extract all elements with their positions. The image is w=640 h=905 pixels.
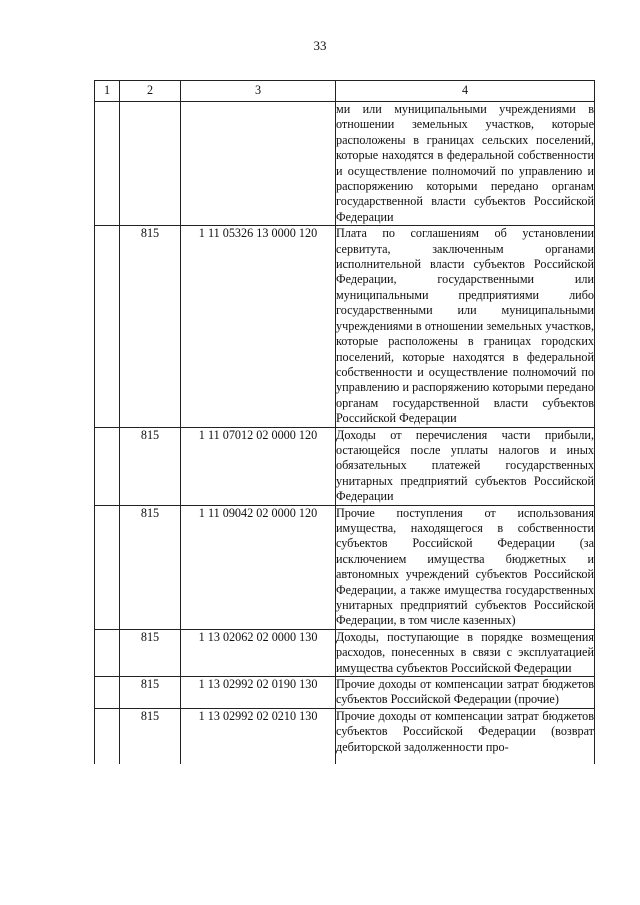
table-row [95, 102, 595, 226]
revenue-code-cell: 1 13 02992 02 0210 130 [181, 708, 336, 764]
table-header-row [95, 81, 595, 102]
description-cell: Прочие доходы от компенсации затрат бюджетов субъектов Российской Федерации (возврат дебиторской задолженности про- [336, 708, 595, 764]
admin-code-cell: 815 [120, 427, 181, 505]
row-number-cell [95, 505, 120, 629]
admin-code-cell [120, 102, 181, 226]
revenue-code-cell: 1 13 02062 02 0000 130 [181, 629, 336, 676]
description-cell: Прочие поступления от использования имущества, находящегося в собственности субъектов Российской Федерации (за исключением имущества бюджетных и автономных учреждений субъектов Российской Федерации, а также имущества государственных унитарных предприятий субъектов Российской Федерации, в том числе казенных) [336, 505, 594, 628]
revenue-code-cell: 1 13 02992 02 0190 130 [181, 677, 336, 709]
row-number-cell [95, 427, 120, 505]
description-cell: ми или муниципальными учреждениями в отношении земельных участков, которые расположены в границах сельских поселений, которые находятся в федеральной собственности и осуществление полномочий по управлению и распоряжению которыми передано органам государственной власти субъектов Российской Федерации [336, 102, 594, 224]
row-number-cell [95, 708, 120, 764]
revenue-code-cell [181, 102, 336, 226]
table-row [95, 708, 595, 764]
page-number: 33 [313, 38, 327, 53]
column-header: 3 [181, 81, 336, 102]
table-row [95, 226, 595, 427]
row-number-cell [95, 629, 120, 676]
admin-code-cell: 815 [120, 708, 181, 764]
revenue-codes-table [94, 80, 595, 764]
description-cell: Доходы от перечисления части прибыли, остающейся после уплаты налогов и иных обязательных платежей государственных унитарных предприятий субъектов Российской Федерации [336, 427, 594, 504]
description-cell: Доходы, поступающие в порядке возмещения расходов, понесенных в связи с эксплуатацией имущества субъектов Российской Федерации [336, 629, 594, 675]
table-row [95, 505, 595, 629]
revenue-code-cell: 1 11 05326 13 0000 120 [181, 226, 336, 427]
admin-code-cell: 815 [120, 677, 181, 709]
revenue-code-cell: 1 11 09042 02 0000 120 [181, 505, 336, 629]
column-header: 4 [336, 81, 595, 102]
revenue-code-cell: 1 11 07012 02 0000 120 [181, 427, 336, 505]
row-number-cell [95, 102, 120, 226]
column-header: 1 [95, 81, 120, 102]
table-row [95, 677, 595, 709]
column-header: 2 [120, 81, 181, 102]
row-number-cell [95, 226, 120, 427]
table-row [95, 629, 595, 676]
row-number-cell [95, 677, 120, 709]
admin-code-cell: 815 [120, 226, 181, 427]
description-cell: Плата по соглашениям об установлении сервитута, заключенным органами исполнительной власти субъектов Российской Федерации, государственными или муниципальными предприятиями либо государственными или муниципальными учреждениями в отношении земельных участков, которые расположены в границах городских поселений, которые находятся в федеральной собственности и осуществление полномочий по управлению и распоряжению которыми передано органам государственной власти субъектов Российской Федерации [336, 226, 594, 426]
admin-code-cell: 815 [120, 629, 181, 676]
table-row [95, 427, 595, 505]
description-cell: Прочие доходы от компенсации затрат бюджетов субъектов Российской Федерации (прочие) [336, 677, 594, 707]
admin-code-cell: 815 [120, 505, 181, 629]
